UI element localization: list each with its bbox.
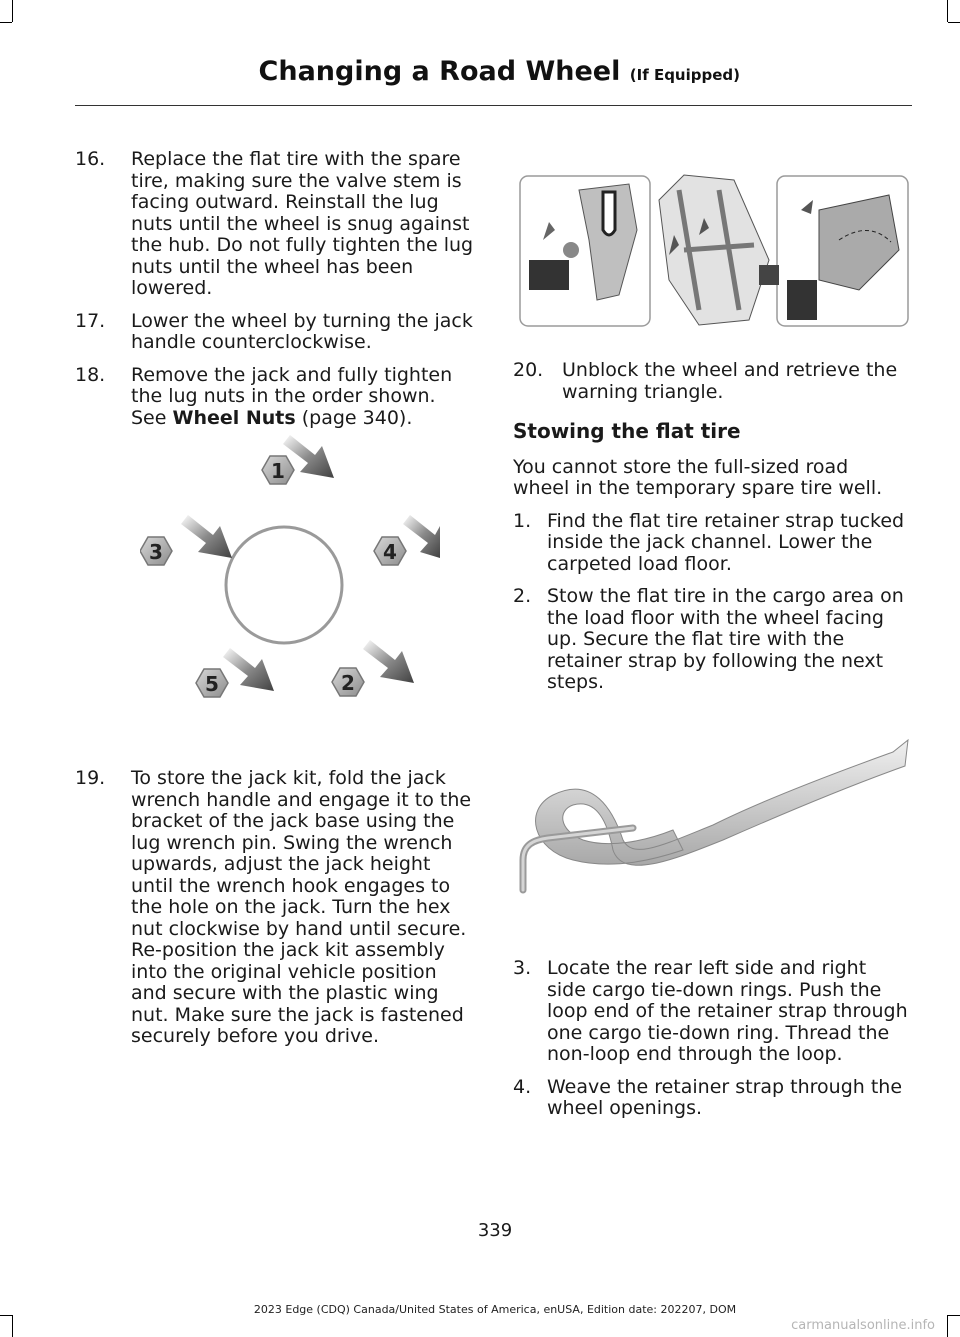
header-title: Changing a Road Wheel: [258, 56, 621, 87]
step-17: [75, 311, 477, 354]
stow-step-1: [513, 511, 910, 576]
step-text: Unblock the wheel and retrieve the warning triangle.: [562, 359, 898, 403]
step-19: [75, 768, 477, 1048]
arrow-icon: [223, 648, 274, 691]
crop-mark: [947, 0, 948, 22]
lug-nut-4: [374, 537, 406, 565]
right-column: [513, 360, 910, 705]
step-number: 16.: [75, 148, 106, 170]
lug-label: 5: [205, 672, 219, 696]
crop-mark: [0, 22, 12, 23]
header-subtitle: (If Equipped): [629, 66, 740, 84]
step-text: Replace the flat tire with the spare tire, making sure the valve stem is facing outward. Reinstall the lug nuts until the wheel is snug against the hub. Do not fully tighten the lug nuts until the wheel has been lowered.: [131, 148, 474, 299]
page-number: 339: [477, 1220, 513, 1241]
step-text: Lower the wheel by turning the jack handle counterclockwise.: [131, 309, 473, 353]
left-column: [75, 149, 477, 440]
step-number: 1.: [513, 509, 532, 532]
intro-paragraph: You cannot store the full-sized road wheel in the temporary spare tire well.: [513, 455, 883, 499]
step-number: 17.: [75, 309, 106, 332]
header-rule: [75, 105, 912, 106]
stow-step-3: [513, 958, 910, 1066]
lug-nut-3: [140, 537, 172, 565]
arrow-icon: [403, 515, 440, 558]
wheel-nuts-link[interactable]: Wheel Nuts: [172, 406, 296, 429]
stow-step-2: [513, 586, 910, 694]
lug-nut-1: [262, 456, 294, 484]
jack-storage-illustration: [519, 170, 911, 330]
lug-nut-sequence-diagram: [140, 420, 440, 710]
step-text: To store the jack kit, fold the jack wrench handle and engage it to the bracket of the jack base using the lug wrench pin. Swing the wrench upwards, adjust the jack height until the wrench hook engages to the hole on the jack. Turn the hex nut clockwise by hand until secure. Re-position the jack kit assembly into the original vehicle position and secure with the plastic wing nut. Make sure the jack is fastened securely before you drive.: [131, 767, 472, 1047]
page-reference: (page 340).: [295, 406, 413, 429]
step-number: 18.: [75, 363, 106, 386]
crop-mark: [12, 0, 13, 22]
step-text: Locate the rear left side and right side cargo tie-down rings. Push the loop end of the retainer strap through one cargo tie-down ring. Thread the non-loop end through the loop.: [547, 957, 908, 1065]
crop-mark: [12, 1315, 13, 1337]
retainer-strap-illustration: [513, 730, 910, 925]
lug-nut-2: [332, 668, 364, 696]
step-number: 19.: [75, 767, 106, 789]
step-text: Find the flat tire retainer strap tucked inside the jack channel. Lower the carpeted load floor.: [547, 509, 905, 575]
step-number: 2.: [513, 585, 532, 607]
step-16: [75, 149, 477, 300]
footer-text: 2023 Edge (CDQ) Canada/United States of America, enUSA, Edition date: 202207, DOM: [253, 1303, 737, 1316]
arrow-icon: [181, 515, 232, 558]
watermark: carmanualsonline.info: [791, 1318, 935, 1333]
step-text: Remove the jack and fully tighten the lug nuts in the order shown. See: [131, 363, 453, 429]
page-header: [259, 56, 740, 87]
step-number: 3.: [513, 957, 532, 979]
step-20: [513, 360, 910, 403]
wheel-hub-circle: [226, 527, 342, 643]
step-text: Weave the retainer strap through the wheel openings.: [547, 1075, 903, 1119]
step-number: 4.: [513, 1075, 532, 1098]
crop-mark: [947, 1315, 948, 1337]
lug-label: 1: [271, 459, 285, 483]
stow-step-4: [513, 1077, 910, 1120]
lug-label: 2: [341, 671, 355, 695]
section-heading: Stowing the flat tire: [513, 419, 741, 443]
lug-label: 4: [383, 540, 397, 564]
step-text: Stow the flat tire in the cargo area on the load floor with the wheel facing up. Secure the flat tire with the retainer strap by following the next steps.: [547, 585, 904, 693]
lug-label: 3: [149, 540, 163, 564]
crop-mark: [948, 22, 960, 23]
left-column-lower: [75, 768, 477, 1059]
step-number: 20.: [513, 359, 544, 381]
right-column-lower: [513, 958, 910, 1131]
arrow-icon: [363, 640, 414, 683]
lug-nut-5: [196, 669, 228, 697]
